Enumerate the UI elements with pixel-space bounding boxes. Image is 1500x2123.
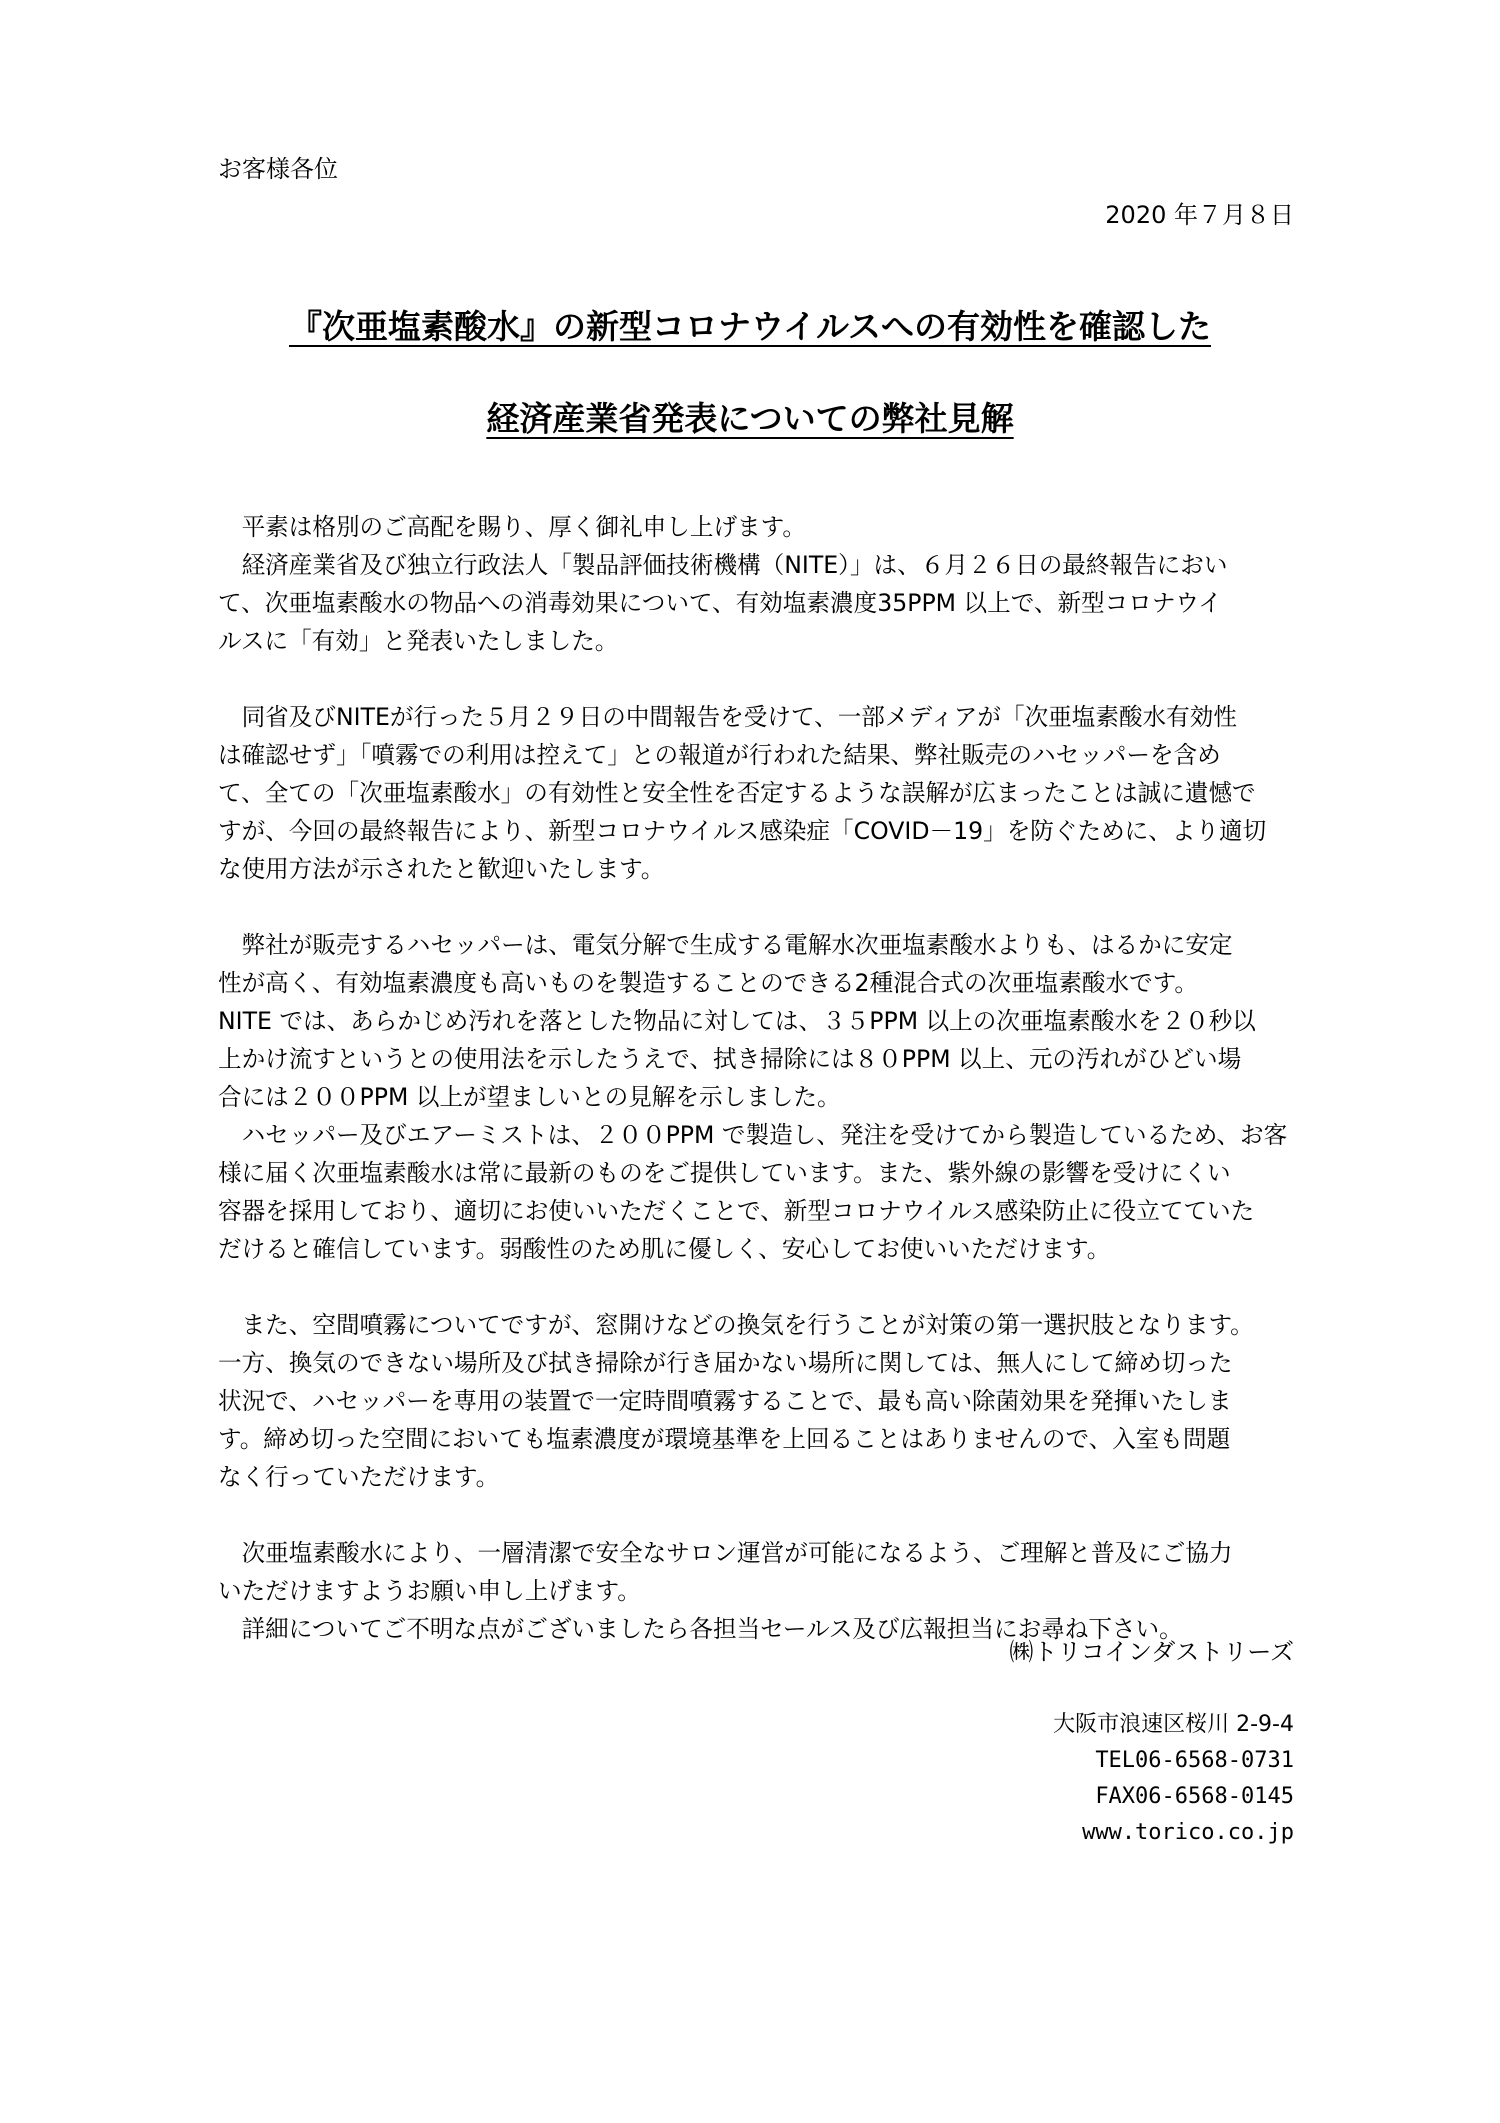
company-url: www.torico.co.jp xyxy=(1082,1820,1294,1845)
body-line: 次亜塩素酸水により、一層清潔で安全なサロン運営が可能になるよう、ご理解と普及にご協力 xyxy=(241,1539,1233,1567)
title-line-2: 経済産業省発表についての弊社見解 xyxy=(486,399,1014,438)
body-line: な使用方法が示されたと歓迎いたします。 xyxy=(218,855,665,883)
body-line: 同省及びNITEが行った５月２９日の中間報告を受けて、一部メディアが「次亜塩素酸水有効性 xyxy=(241,703,1237,731)
body-line: 詳細についてご不明な点がございましたら各担当セールス及び広報担当にお尋ね下さい。 xyxy=(241,1615,1183,1643)
contact-block xyxy=(1053,1707,1294,1851)
body-line: 性が高く、有効塩素濃度も高いものを製造することのできる2種混合式の次亜塩素酸水です。 xyxy=(218,969,1198,997)
paragraph-gap xyxy=(218,1268,1298,1306)
letter-body xyxy=(218,508,1298,1648)
body-line: 一方、換気のできない場所及び拭き掃除が行き届かない場所に関しては、無人にして締め切った xyxy=(218,1349,1233,1377)
body-line: 経済産業省及び独立行政法人「製品評価技術機構（NITE）」は、６月２６日の最終報告におい xyxy=(241,551,1228,579)
body-line: 容器を採用しており、適切にお使いいただくことで、新型コロナウイルス感染防止に役立てていた xyxy=(218,1197,1255,1225)
body-line: すが、今回の最終報告により、新型コロナウイルス感染症「COVID－19」を防ぐために、より適切 xyxy=(218,817,1267,845)
body-line: また、空間噴霧についてですが、窓開けなどの換気を行うことが対策の第一選択肢となります。 xyxy=(241,1311,1254,1339)
company-address: 大阪市浪速区桜川 2-9-4 xyxy=(1053,1712,1294,1737)
body-line: ルスに「有効」と発表いたしました。 xyxy=(218,627,619,655)
paragraph-gap xyxy=(218,888,1298,926)
letter-date: 2020 年７月８日 xyxy=(1105,201,1294,229)
paragraph-gap xyxy=(218,660,1298,698)
body-line: す。締め切った空間においても塩素濃度が環境基準を上回ることはありませんので、入室も問題 xyxy=(218,1425,1231,1453)
body-line: ハセッパー及びエアーミストは、２００PPM で製造し、発注を受けてから製造しているため、お客 xyxy=(241,1121,1288,1149)
body-line: て、全ての「次亜塩素酸水」の有効性と安全性を否定するような誤解が広まったことは誠に遺憾で xyxy=(218,779,1256,807)
body-line: いただけますようお願い申し上げます。 xyxy=(218,1577,641,1605)
body-line: 平素は格別のご高配を賜り、厚く御礼申し上げます。 xyxy=(241,513,806,541)
body-line: 上かけ流すというとの使用法を示したうえで、拭き掃除には８０PPM 以上、元の汚れがひどい場 xyxy=(218,1045,1242,1073)
company-fax: FAX06-6568-0145 xyxy=(1095,1784,1294,1809)
body-line: 状況で、ハセッパーを専用の装置で一定時間噴霧することで、最も高い除菌効果を発揮いたしま xyxy=(218,1387,1232,1415)
body-line: て、次亜塩素酸水の物品への消毒効果について、有効塩素濃度35PPM 以上で、新型コロナウイ xyxy=(218,589,1222,617)
body-line: 様に届く次亜塩素酸水は常に最新のものをご提供しています。また、紫外線の影響を受けにくい xyxy=(218,1159,1231,1187)
body-line: だけると確信しています。弱酸性のため肌に優しく、安心してお使いいただけます。 xyxy=(218,1235,1111,1263)
body-line: 弊社が販売するハセッパーは、電気分解で生成する電解水次亜塩素酸水よりも、はるかに安定 xyxy=(241,931,1233,959)
body-line: NITE では、あらかじめ汚れを落とした物品に対しては、３５PPM 以上の次亜塩素酸水を２０秒以 xyxy=(218,1007,1256,1035)
title-line-1: 『次亜塩素酸水』の新型コロナウイルスへの有効性を確認した xyxy=(288,307,1212,346)
addressee: お客様各位 xyxy=(218,155,338,183)
body-line: は確認せず」「噴霧での利用は控えて」との報道が行われた結果、弊社販売のハセッパーを含め xyxy=(218,741,1221,769)
company-tel: TEL06-6568-0731 xyxy=(1095,1748,1294,1773)
company-name: ㈱トリコインダストリーズ xyxy=(1009,1638,1294,1666)
body-line: 合には２００PPM 以上が望ましいとの見解を示しました。 xyxy=(218,1083,841,1111)
paragraph-gap xyxy=(218,1496,1298,1534)
body-line: なく行っていただけます。 xyxy=(218,1463,500,1491)
